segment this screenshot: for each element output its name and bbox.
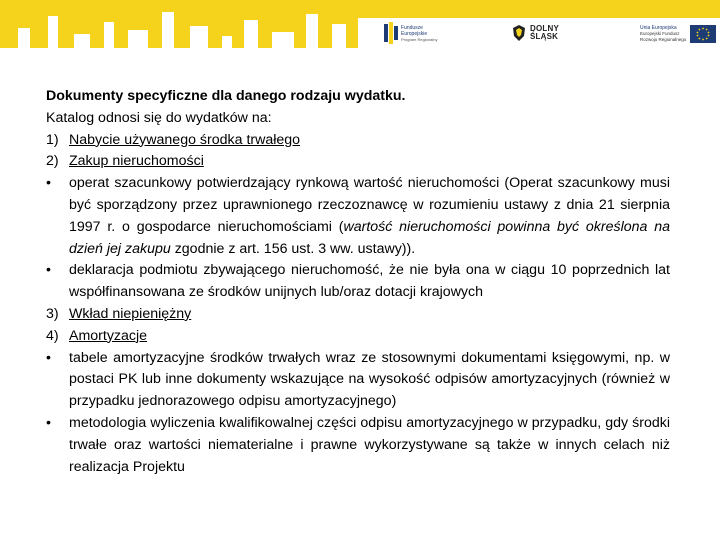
bullet-marker: • [46, 262, 51, 279]
bullet-item [46, 348, 670, 413]
pixel-decoration [190, 26, 208, 48]
ue-line3: Rozwoju Regionalnego [640, 36, 687, 42]
fe-line2: Europejskie [401, 30, 428, 37]
bullet-text [69, 173, 670, 260]
ds-line2: ŚLĄSK [530, 32, 559, 41]
pixel-decoration [332, 24, 346, 48]
pixel-decoration [48, 16, 58, 48]
document-content [46, 86, 670, 478]
item-marker: 1) [46, 131, 59, 148]
eagle-crest-icon [512, 24, 526, 42]
header-banner [0, 0, 720, 72]
pixel-decoration [244, 20, 258, 48]
bullet-text-part: zgodnie z art. 156 ust. 3 ww. ustawy)). [170, 240, 416, 257]
bullet-marker: • [46, 349, 51, 366]
list-item [46, 151, 670, 173]
fe-mark-icon [384, 22, 398, 44]
list-item [46, 130, 670, 152]
item-marker: 4) [46, 327, 59, 344]
ue-line2: Europejski Fundusz [640, 31, 680, 37]
pixel-decoration [306, 14, 318, 48]
pixel-decoration [128, 30, 148, 48]
eu-flag-icon [690, 25, 716, 43]
bullet-item [46, 413, 670, 478]
item-text: Zakup nieruchomości [69, 153, 204, 170]
dolny-slask-logo [512, 24, 559, 42]
item-marker: 3) [46, 305, 59, 322]
item-text: Amortyzacje [69, 327, 148, 344]
bullet-item [46, 173, 670, 260]
bullet-marker: • [46, 175, 51, 192]
bullet-text: metodologia wyliczenia kwalifikowalnej części odpisu amortyzacyjnego w przypadku, gdy środki trwałe oraz wartości niematerialne i prawne wykorzystywane są także w innych celach niż realizacja Projektu [69, 414, 670, 475]
intro-text: Katalog odnosi się do wydatków na: [46, 109, 272, 126]
pixel-decoration [162, 12, 174, 48]
document-title: Dokumenty specyficzne dla danego rodzaju wydatku. [46, 88, 406, 104]
item-marker: 2) [46, 153, 59, 170]
pixel-decoration [104, 22, 114, 48]
item-text: Wkład niepieniężny [69, 305, 192, 322]
fe-line1: Fundusze [401, 24, 423, 31]
bullet-text: tabele amortyzacyjne środków trwałych wraz ze stosownymi dokumentami księgowymi, np. w postaci PK lub inne dokumenty wskazujące na wysokość odpisów amortyzacyjnych (również w przypadku jednorazowego odpisu amortyzacyjnego) [69, 349, 670, 410]
pixel-decoration [272, 32, 294, 48]
item-text: Nabycie używanego środka trwałego [69, 131, 301, 148]
pixel-decoration [74, 34, 90, 48]
pixel-decoration [222, 36, 232, 48]
bullet-text: deklaracja podmiotu zbywającego nieruchomość, że nie była ona w ciągu 10 poprzednich lat współfinansowana ze środków unijnych lub/oraz dotacji krajowych [69, 262, 670, 301]
bullet-text-italic: wartość nieruchomości powinna być określona na dzień jej zakupu [69, 218, 670, 257]
pixel-decoration [18, 28, 30, 48]
bullet-text-part: operat szacunkowy potwierdzający rynkową wartość nieruchomości (Operat szacunkowy musi być sporządzony przez uprawnionego rzeczoznawcę w rozumieniu ustawy z dnia 21 sierpnia 1997 r. o gospodarce nieruchomościami ( [69, 175, 670, 235]
list-item [46, 326, 670, 348]
bullet-item [46, 260, 670, 304]
fundusze-europejskie-logo [384, 22, 437, 44]
ue-line1: Unia Europejska [640, 24, 677, 31]
fe-line3: Program Regionalny [401, 36, 438, 42]
unia-europejska-logo [640, 25, 716, 43]
list-item [46, 304, 670, 326]
ds-line1: DOLNY [530, 24, 559, 33]
bullet-marker: • [46, 414, 51, 431]
